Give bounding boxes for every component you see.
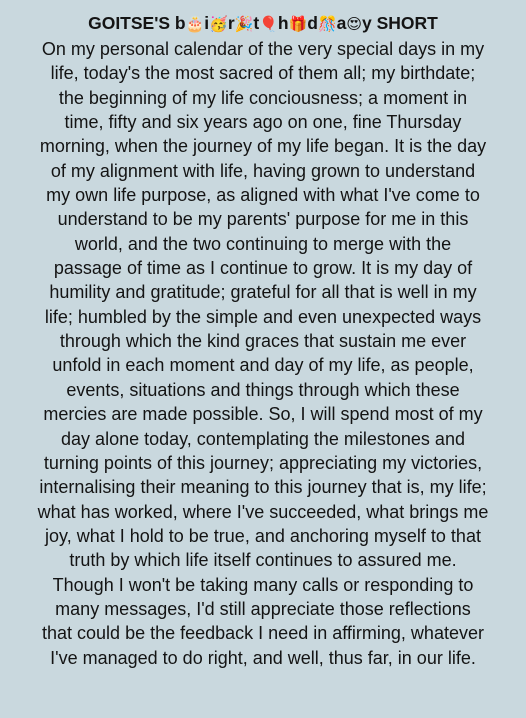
body-line: of my alignment with life, having grown to understand <box>50 160 476 181</box>
body-line: time, fifty and six years ago on one, fine Thursday <box>64 112 462 133</box>
heart-eyes-face-icon: 😍 <box>346 15 363 33</box>
body-line: turning points of this journey; appreciating my victories, <box>43 452 483 473</box>
body-line: truth by which life itself continues to assured me. <box>69 550 457 571</box>
body-line: that could be the feedback I need in affirming, whatever <box>42 623 484 644</box>
body-line: I've managed to do right, and well, thus far, in our life. <box>50 647 476 668</box>
body-line: unfold in each moment and day of my life, as people, <box>52 355 474 376</box>
body-line: many messages, I'd still appreciate those reflections <box>55 598 471 619</box>
body-line: life; humbled by the simple and even unexpected ways <box>44 306 482 327</box>
title-text: h <box>277 13 289 33</box>
title-text: y SHORT <box>362 13 438 33</box>
body-line: world, and the two continuing to merge with the <box>74 233 452 254</box>
title-text: r <box>227 13 235 33</box>
body-line: joy, what I hold to be true, and anchoring myself to that <box>45 525 481 546</box>
party-face-icon: 🥳 <box>209 15 228 33</box>
gift-icon: 🎁 <box>288 15 308 33</box>
title-text: a <box>336 13 347 33</box>
body-line: through which the kind graces that sustain me ever <box>59 331 467 352</box>
confetti-ball-icon: 🎊 <box>317 15 337 33</box>
birthday-cake-icon: 🎂 <box>185 15 205 33</box>
body-line: day alone today, contemplating the milestones and <box>61 428 465 449</box>
body-line: events, situations and things through which these <box>66 379 460 400</box>
body-line: morning, when the journey of my life began. It is the day <box>39 136 487 157</box>
body-line: the beginning of my life conciousness; a moment in <box>58 87 468 108</box>
body-line: passage of time as I continue to grow. It is my day of <box>53 258 473 279</box>
body-line: Though I won't be taking many calls or responding to <box>52 574 474 595</box>
title-text: d <box>307 13 318 33</box>
body-line: On my personal calendar of the very special days in my <box>41 39 485 59</box>
balloon-icon: 🎈 <box>259 15 278 33</box>
body-line: internalising their meaning to this journey that is, my life; <box>39 477 487 498</box>
party-popper-icon: 🎉 <box>234 15 254 33</box>
title-text: i <box>204 13 210 33</box>
body-line: humility and gratitude; grateful for all that is well in my <box>49 282 477 303</box>
post-body <box>6 37 520 670</box>
body-line: my own life purpose, as aligned with what I've come to <box>46 185 480 206</box>
title-text: GOITSE'S b <box>88 13 186 33</box>
body-line: understand to be my parents' purpose for me in this <box>57 209 469 230</box>
body-line: mercies are made possible. So, I will spend most of my <box>43 404 483 425</box>
body-line: life, today's the most sacred of them all; my birthdate; <box>50 63 476 84</box>
body-line: what has worked, where I've succeeded, what brings me <box>37 501 489 522</box>
title-text: t <box>253 13 260 33</box>
post-title <box>6 10 520 37</box>
